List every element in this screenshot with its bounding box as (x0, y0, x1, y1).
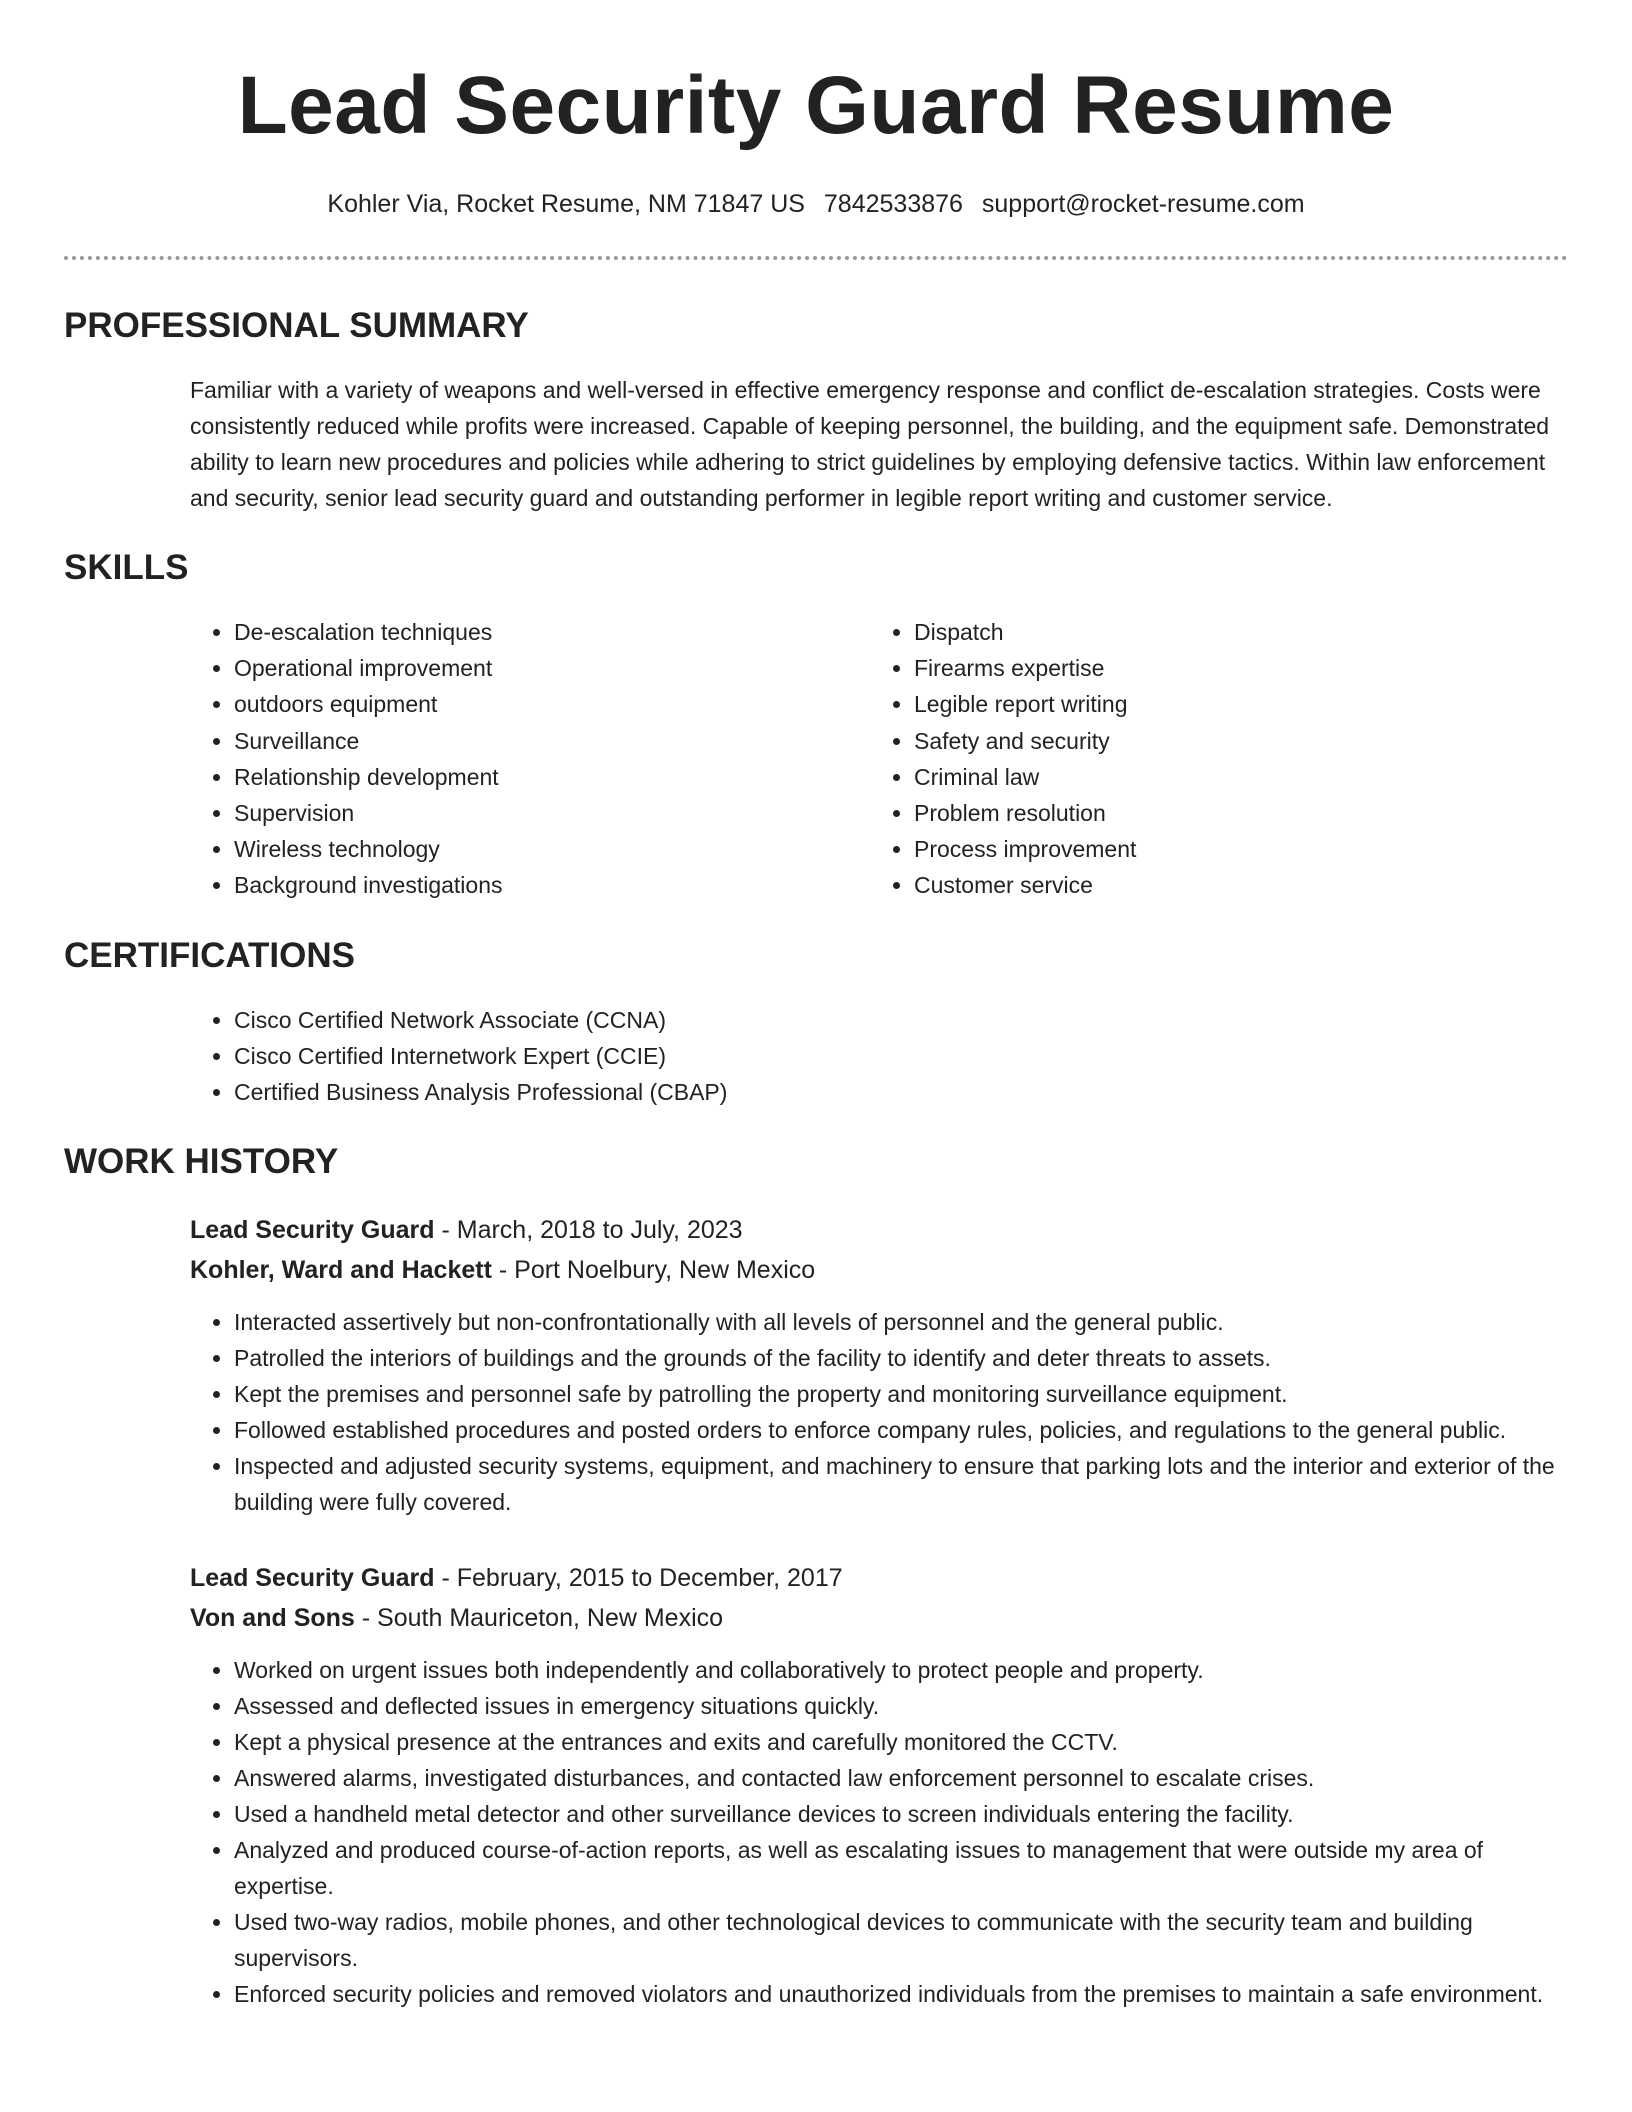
skill-item: • Dispatch (914, 614, 1550, 650)
skill-item: • Customer service (914, 867, 1550, 903)
skill-item: • Criminal law (914, 759, 1550, 795)
job-bullet: • Worked on urgent issues both independently and collaboratively to protect people and property. (234, 1652, 1568, 1688)
job-bullet: • Enforced security policies and removed violators and unauthorized individuals from the premises to maintain a safe environment. (234, 1976, 1568, 2012)
job-title-line (190, 1558, 1568, 1598)
resume-title: Lead Security Guard Resume (237, 60, 1395, 151)
skill-item: • Firearms expertise (914, 650, 1550, 686)
job-bullet: • Used two-way radios, mobile phones, and other technological devices to communicate with the security team and building supervisors. (234, 1904, 1568, 1976)
job-bullet: • Followed established procedures and posted orders to enforce company rules, policies, and regulations to the general public. (234, 1412, 1568, 1448)
job-bullet: • Patrolled the interiors of buildings and the grounds of the facility to identify and deter threats to assets. (234, 1340, 1568, 1376)
certifications-heading: CERTIFICATIONS (64, 935, 356, 975)
job-bullet: • Analyzed and produced course-of-action reports, as well as escalating issues to management that were outside my area of expertise. (234, 1832, 1568, 1904)
contact-phone: 7842533876 (823, 190, 963, 218)
skill-item: • Process improvement (914, 831, 1550, 867)
job-company-line (190, 1598, 1568, 1638)
contact-address: Kohler Via, Rocket Resume, NM 71847 US (327, 190, 805, 218)
certification-item: • Certified Business Analysis Professional (CBAP) (234, 1074, 1568, 1110)
skills-heading: SKILLS (64, 548, 189, 587)
job-dates: - February, 2015 to December, 2017 (434, 1563, 843, 1592)
skill-item: • Legible report writing (914, 686, 1550, 722)
job-entry (190, 1210, 1568, 1520)
summary-section (64, 304, 1568, 516)
skills-column-left (190, 614, 870, 904)
job-bullet: • Inspected and adjusted security systems, equipment, and machinery to ensure that parking lots and the interior and exterior of the building were fully covered. (234, 1448, 1568, 1520)
job-bullet: • Answered alarms, investigated disturbances, and contacted law enforcement personnel to escalate crises. (234, 1760, 1568, 1796)
job-bullet: • Interacted assertively but non-confrontationally with all levels of personnel and the general public. (234, 1304, 1568, 1340)
certification-item: • Cisco Certified Network Associate (CCNA) (234, 1002, 1568, 1038)
job-company-line (190, 1250, 1568, 1290)
job-bullet: • Kept a physical presence at the entrances and exits and carefully monitored the CCTV. (234, 1724, 1568, 1760)
summary-heading: PROFESSIONAL SUMMARY (64, 306, 529, 345)
certifications-list (190, 1002, 1568, 1110)
job-location: - South Mauriceton, New Mexico (354, 1603, 724, 1632)
job-bullets (190, 1652, 1568, 2012)
job-bullet: • Used a handheld metal detector and other surveillance devices to screen individuals entering the facility. (234, 1796, 1568, 1832)
certifications-section (64, 934, 1568, 1110)
contact-line (64, 188, 1568, 220)
job-location: - Port Noelbury, New Mexico (491, 1255, 816, 1284)
header-divider (64, 256, 1568, 260)
skill-item: • Safety and security (914, 723, 1550, 759)
skills-columns (190, 614, 1568, 904)
job-bullets (190, 1304, 1568, 1520)
skills-column-right (870, 614, 1550, 904)
skills-section (64, 546, 1568, 904)
skill-item: • Operational improvement (234, 650, 870, 686)
skill-item: • outdoors equipment (234, 686, 870, 722)
work-history-section (64, 1140, 1568, 2012)
job-bullet: • Kept the premises and personnel safe by patrolling the property and monitoring surveillance equipment. (234, 1376, 1568, 1412)
skill-item: • Background investigations (234, 867, 870, 903)
job-company: Kohler, Ward and Hackett (190, 1255, 492, 1284)
skill-item: • Problem resolution (914, 795, 1550, 831)
job-title: Lead Security Guard (190, 1215, 435, 1244)
skill-item: • Surveillance (234, 723, 870, 759)
job-title-line (190, 1210, 1568, 1250)
contact-email: support@rocket-resume.com (981, 190, 1305, 218)
skill-item: • Wireless technology (234, 831, 870, 867)
job-dates: - March, 2018 to July, 2023 (434, 1215, 743, 1244)
work-history-heading: WORK HISTORY (64, 1141, 339, 1181)
job-company: Von and Sons (190, 1603, 355, 1632)
certification-item: • Cisco Certified Internetwork Expert (CCIE) (234, 1038, 1568, 1074)
skill-item: • Supervision (234, 795, 870, 831)
job-entry (190, 1558, 1568, 2012)
summary-text: Familiar with a variety of weapons and well-versed in effective emergency response and conflict de-escalation strategies. Costs were consistently reduced while profits were increased. Capable of keeping personnel, the building, and the equipment safe. Demonstrated ability to learn new procedures and policies while adhering to strict guidelines by employing defensive tactics. Within law enforcement and security, senior lead security guard and outstanding performer in legible report writing and customer service. (190, 377, 1550, 511)
skill-item: • Relationship development (234, 759, 870, 795)
job-bullet: • Assessed and deflected issues in emergency situations quickly. (234, 1688, 1568, 1724)
skill-item: • De-escalation techniques (234, 614, 870, 650)
job-title: Lead Security Guard (190, 1563, 435, 1592)
